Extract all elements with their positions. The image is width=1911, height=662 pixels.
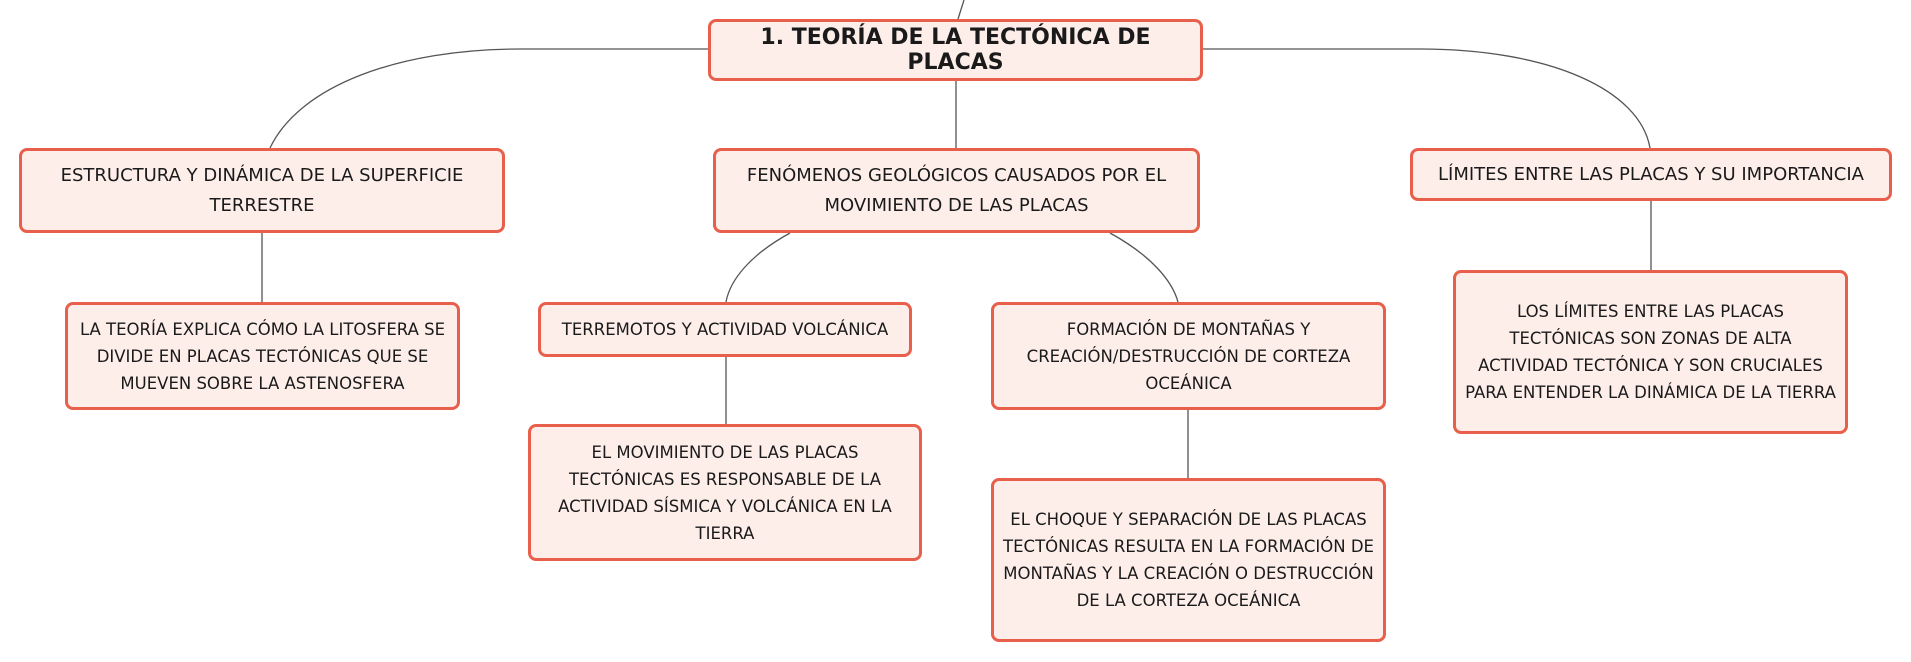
leaf-node-text: EL MOVIMIENTO DE LAS PLACAS TECTÓNICAS ES RESPONSABLE DE LA ACTIVIDAD SÍSMICA Y VOLCÁNICA EN LA TIERRA [558, 442, 892, 543]
connector-fenomenos-terremotos [726, 233, 790, 302]
branch-node-limites[interactable] [1410, 148, 1892, 201]
branch-node-label: LÍMITES ENTRE LAS PLACAS Y SU IMPORTANCIA [1437, 163, 1864, 185]
leaf-node-corteza-oceanica[interactable] [991, 478, 1386, 642]
connector-parent-root [958, 0, 964, 19]
connector-root-limites [1203, 49, 1650, 148]
leaf-node-text: LA TEORÍA EXPLICA CÓMO LA LITOSFERA SE DIVIDE EN PLACAS TECTÓNICAS QUE SE MUEVEN SOBRE LA ASTENOSFERA [79, 319, 446, 393]
connector-fenomenos-formacion [1110, 233, 1178, 302]
branch-node-estructura[interactable] [19, 148, 505, 233]
leaf-node-litosfera[interactable] [65, 302, 460, 410]
branch-node-fenomenos[interactable] [713, 148, 1200, 233]
root-node-label: 1. TEORÍA DE LA TECTÓNICA DE PLACAS [760, 25, 1151, 75]
connector-root-estructura [270, 49, 708, 148]
leaf-node-text: LOS LÍMITES ENTRE LAS PLACAS TECTÓNICAS SON ZONAS DE ALTA ACTIVIDAD TECTÓNICA Y SON CRUCIALES PARA ENTENDER LA DINÁMICA DE LA TIERRA [1465, 302, 1836, 402]
leaf-node-text: EL CHOQUE Y SEPARACIÓN DE LAS PLACAS TECTÓNICAS RESULTA EN LA FORMACIÓN DE MONTAÑAS Y LA CREACIÓN O DESTRUCCIÓN DE LA CORTEZA OCEÁNICA [1003, 510, 1374, 610]
leaf-node-limites[interactable] [1453, 270, 1848, 434]
subbranch-node-terremotos[interactable] [538, 302, 912, 357]
subbranch-node-label: TERREMOTOS Y ACTIVIDAD VOLCÁNICA [561, 320, 889, 339]
branch-node-label: ESTRUCTURA Y DINÁMICA DE LA SUPERFICIE TERRESTRE [60, 164, 464, 216]
root-node[interactable] [708, 19, 1203, 81]
subbranch-node-formacion[interactable] [991, 302, 1386, 410]
branch-node-label: FENÓMENOS GEOLÓGICOS CAUSADOS POR EL MOVIMIENTO DE LAS PLACAS [746, 164, 1167, 216]
leaf-node-actividad-sismica[interactable] [528, 424, 922, 561]
subbranch-node-label: FORMACIÓN DE MONTAÑAS Y CREACIÓN/DESTRUCCIÓN DE CORTEZA OCEÁNICA [1026, 319, 1351, 393]
